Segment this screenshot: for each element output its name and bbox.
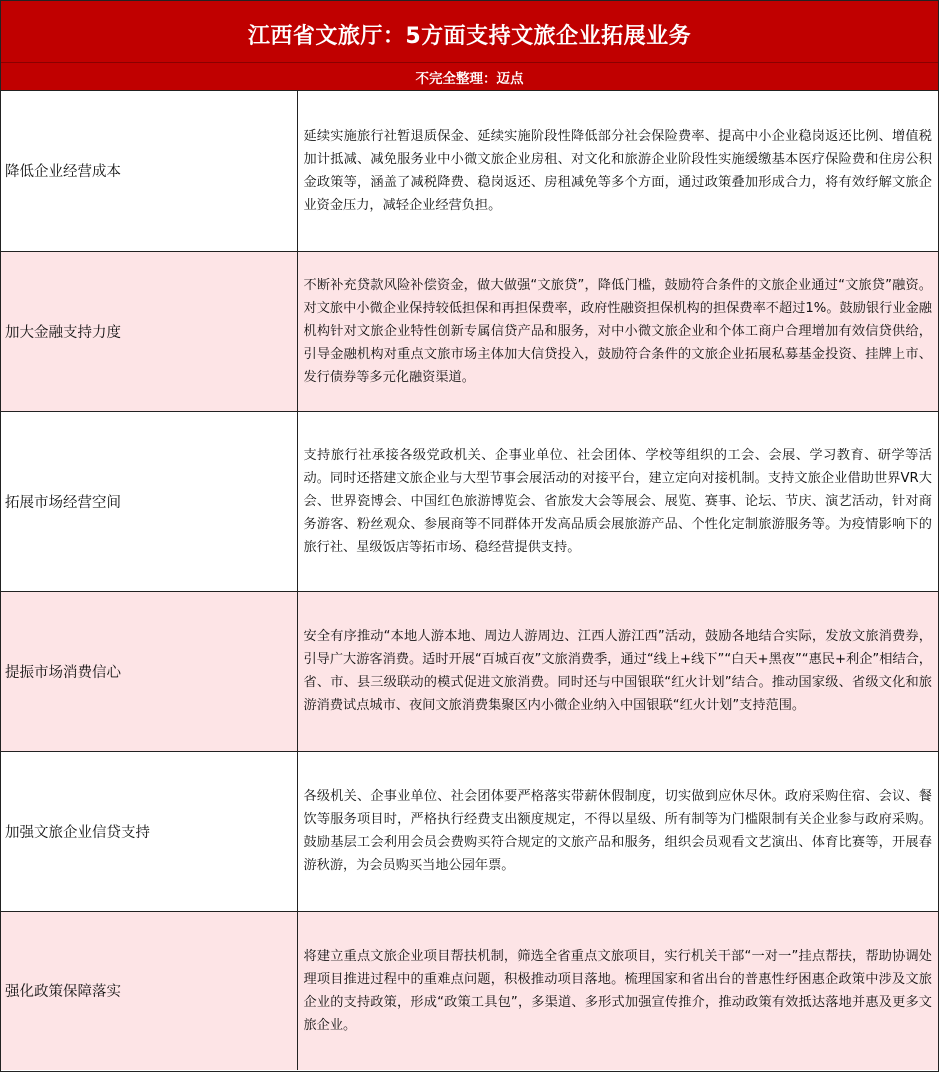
row-content: 将建立重点文旅企业项目帮扶机制，筛选全省重点文旅项目，实行机关干部“一对一”挂点帮扶，帮助协调处理项目推进过程中的重难点问题，积极推动项目落地。梳理国家和省出台的普惠性纾困惠企政策中涉及文旅企业的支持政策，形成“政策工具包”，多渠道、多形式加强宣传推介，推动政策有效抵达落地并惠及更多文旅企业。 (297, 911, 938, 1070)
row-label: 拓展市场经营空间 (1, 411, 297, 591)
row-label: 提振市场消费信心 (1, 591, 297, 751)
table-header (1, 1, 938, 91)
table-row (1, 251, 938, 411)
page-subtitle: 不完全整理：迈点 (415, 71, 524, 87)
row-content: 不断补充贷款风险补偿资金，做大做强“文旅贷”，降低门槛，鼓励符合条件的文旅企业通过“文旅贷”融资。对文旅中小微企业保持较低担保和再担保费率，政府性融资担保机构的担保费率不超过1%。鼓励银行业金融机构针对文旅企业特性创新专属信贷产品和服务，对中小微文旅企业和个体工商户合理增加有效信贷供给，引导金融机构对重点文旅市场主体加大信贷投入，鼓励符合条件的文旅企业拓展私募基金投资、挂牌上市、发行债券等多元化融资渠道。 (297, 251, 938, 411)
header-divider (1, 62, 938, 63)
table-row (1, 91, 938, 251)
row-label: 强化政策保障落实 (1, 911, 297, 1070)
table-row (1, 751, 938, 911)
row-content: 各级机关、企事业单位、社会团体要严格落实带薪休假制度，切实做到应休尽休。政府采购住宿、会议、餐饮等服务项目时，严格执行经费支出额度规定，不得以星级、所有制等为门槛限制有关企业参与政府采购。鼓励基层工会利用会员会费购买符合规定的文旅产品和服务，组织会员观看文艺演出、体育比赛等，开展春游秋游，为会员购买当地公园年票。 (297, 751, 938, 911)
row-content: 延续实施旅行社暂退质保金、延续实施阶段性降低部分社会保险费率、提高中小企业稳岗返还比例、增值税加计抵减、减免服务业中小微文旅企业房租、对文化和旅游企业阶段性实施缓缴基本医疗保险费和住房公积金政策等，涵盖了减税降费、稳岗返还、房租减免等多个方面，通过政策叠加形成合力，将有效纾解文旅企业资金压力，减轻企业经营负担。 (297, 91, 938, 251)
row-label: 加大金融支持力度 (1, 251, 297, 411)
table-row (1, 591, 938, 751)
row-content: 支持旅行社承接各级党政机关、企事业单位、社会团体、学校等组织的工会、会展、学习教育、研学等活动。同时还搭建文旅企业与大型节事会展活动的对接平台，建立定向对接机制。支持文旅企业借助世界VR大会、世界瓷博会、中国红色旅游博览会、省旅发大会等展会、展览、赛事、论坛、节庆、演艺活动，针对商务游客、粉丝观众、参展商等不同群体开发高品质会展旅游产品、个性化定制旅游服务等。为疫情影响下的旅行社、星级饭店等拓市场、稳经营提供支持。 (297, 411, 938, 591)
policy-table (1, 91, 938, 1070)
table-row (1, 411, 938, 591)
row-label: 降低企业经营成本 (1, 91, 297, 251)
row-content: 安全有序推动“本地人游本地、周边人游周边、江西人游江西”活动，鼓励各地结合实际，发放文旅消费券，引导广大游客消费。适时开展“百城百夜”文旅消费季，通过“线上+线下”“白天+黑夜”“惠民+利企”相结合，省、市、县三级联动的模式促进文旅消费。同时还与中国银联“红火计划”结合。推动国家级、省级文化和旅游消费试点城市、夜间文旅消费集聚区内小微企业纳入中国银联“红火计划”支持范围。 (297, 591, 938, 751)
row-label: 加强文旅企业信贷支持 (1, 751, 297, 911)
page-title: 江西省文旅厅：5方面支持文旅企业拓展业务 (247, 24, 692, 49)
table-row (1, 911, 938, 1070)
